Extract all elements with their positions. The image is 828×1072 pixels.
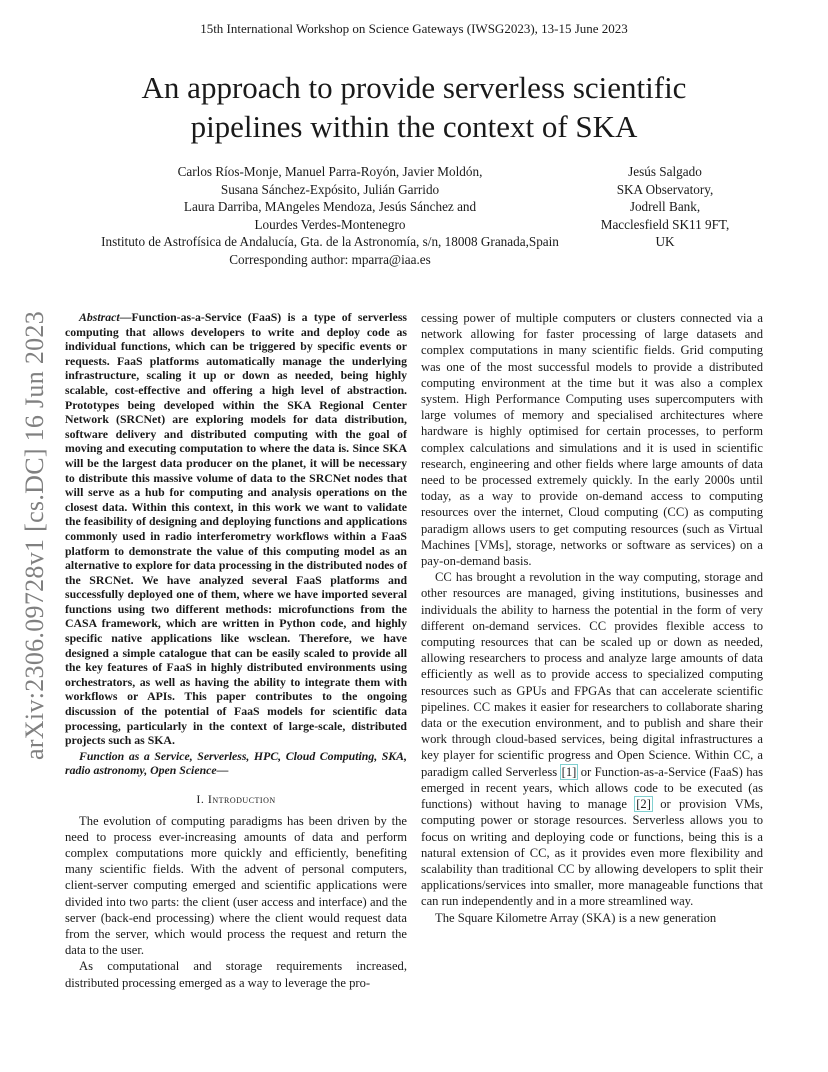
author-block: [70, 163, 590, 269]
second-author-line-3: Macclesfield SK11 9FT,: [600, 216, 730, 232]
body-paragraph-4c: or provision VMs, computing power or storage resources. Serverless allows you to focus on writing and deploying code or functions, being this is a natural extension of CC, as it provides even more flexibility and scalability than traditional CC by allowing developers to split their applications/services into smaller, more manageable functions that can run independently and in a more streamlined way.: [421, 797, 763, 909]
author-line-2: Susana Sánchez-Expósito, Julián Garrido: [220, 181, 440, 197]
body-paragraph-2: As computational and storage requirements increased, distributed processing emerged as a way to leverage the pro-: [65, 959, 407, 990]
abstract-lead: Abstract: [79, 310, 120, 324]
right-column: [421, 310, 763, 926]
citation-link-1[interactable]: [1]: [561, 764, 577, 779]
body-paragraph-4b: or Function-as-a-Service (FaaS) has emerged in recent years, which allows code to be executed (as functions) without having to manage: [421, 764, 764, 812]
body-paragraph-1: The evolution of computing paradigms has been driven by the need to process ever-increasing amounts of data and perform complex computations more quickly and efficiently, benefiting many scientific fields. With the advent of personal computers, client-server computing emerged and scientific applications were divided into two parts: the client (user access and interface) and the server (back-end processing) where the client would request data from the server, which would process the request and return the data to the user.: [65, 813, 407, 958]
body-paragraph-5: The Square Kilometre Array (SKA) is a new generation: [435, 910, 717, 925]
title-line-2: pipelines within the context of SKA: [190, 109, 638, 144]
author-line-1: Carlos Ríos-Monje, Manuel Parra-Royón, Javier Moldón,: [177, 164, 483, 179]
section-numeral: I.: [196, 792, 208, 806]
title-line-1: An approach to provide serverless scientific: [141, 70, 687, 105]
author-line-4: Lourdes Verdes-Montenegro: [254, 216, 406, 232]
left-column: [65, 310, 407, 991]
section-title: Introduction: [207, 792, 276, 806]
corresponding-author: Corresponding author: mparra@iaa.es: [229, 251, 431, 267]
second-author-block: [585, 163, 745, 251]
section-heading-introduction: [65, 792, 407, 807]
index-terms: Function as a Service, Serverless, HPC, Cloud Computing, SKA, radio astronomy, Open Science—: [65, 748, 407, 778]
citation-link-2[interactable]: [2]: [636, 797, 651, 812]
body-paragraph-4a: CC has brought a revolution in the way computing, storage and other resources are managed, giving institutions, businesses and individuals the ability to harness the potential in the form of very different on-demand services. CC provides flexible access to computing resources that can be scaled up or down as needed, allowing researchers to process and analyze large amounts of data efficiently as well as to provide access to specialized computing resources such as GPUs and FPGAs that can accelerate scientific pipelines. CC makes it easier for researchers to collaborate sharing data or the execution environment, and to publish and share their work through cloud-based services, being digital infrastructures a key player for scientific progress and Open Science. Within CC, a paradigm called Serverless: [421, 570, 763, 779]
body-paragraph-3: cessing power of multiple computers or clusters connected via a network allowing for faster processing of large datasets and complex computations in many scientific fields. Grid computing was one of the most successful models to provide a distributed computing environment at the time but it was also a complex system. High Performance Computing uses supercomputers with large volumes of memory and specialised architectures where hardware is highly optimised for certain processes, to perform complex calculations and simulations and it is used in scientific research, engineering and other fields where large amounts of data need to be processed extremely quickly. In the early 2000s until today, as a way to provide on-demand access to computing resources over the internet, Cloud computing (CC) as computing paradigm allows users to get computing resources (such as Virtual Machines [VMs], storage, networks or software as services) on a pay-on-demand basis.: [421, 311, 763, 569]
second-author-line-4: UK: [655, 234, 675, 250]
affiliation: Instituto de Astrofísica de Andalucía, Gta. de la Astronomía, s/n, 18008 Granada,Spain: [101, 234, 559, 250]
abstract-text: —Function-as-a-Service (FaaS) is a type of serverless computing that allows developers to write and deploy code as individual functions, which can be triggered by specific events or requests. FaaS platforms automatically manage the underlying infrastructure, scaling it up or down as needed, being highly scalable, cost-effective and offering a high level of abstraction. Prototypes being developed within the SKA Regional Center Network (SRCNet) are exploring models for data distribution, software delivery and distributed computing with the goal of moving and executing computation to where the data is. Since SKA will be the largest data producer on the planet, it will be necessary to distribute this massive volume of data to the SRCNet nodes that will serve as a hub for computing and analysis operations on the closest data. Within this context, in this work we want to validate the feasibility of designing and deploying functions and applications commonly used in radio interferometry workflows within a FaaS platform to demonstrate the value of this computing model as an alternative to explore for data processing in the distributed nodes of the SRCNet. We have analyzed several FaaS platforms and successfully deployed one of them, where we have imported several functions using two different methods: microfunctions from the CASA framework, which are written in Python code, and highly specific native applications like wsclean. Therefore, we have designed a simple catalogue that can be easily scaled to provide all the key features of FaaS in highly distributed environments using orchestrators, as well as having the ability to integrate them with workflows or APIs. This paper contributes to the ongoing discussion of the potential of FaaS models for scientific data processing, particularly in the context of large-scale, distributed projects such as SKA.: [65, 310, 407, 748]
paper-title: [0, 68, 828, 146]
arxiv-stamp: arXiv:2306.09728v1 [cs.DC] 16 Jun 2023: [20, 310, 49, 760]
second-author-line-1: SKA Observatory,: [616, 181, 714, 197]
second-author-line-2: Jodrell Bank,: [629, 199, 701, 215]
conference-header: 15th International Workshop on Science Gateways (IWSG2023), 13-15 June 2023: [200, 21, 628, 36]
abstract: [65, 310, 407, 748]
body-paragraph-4: [421, 569, 763, 909]
author-line-3: Laura Darriba, MAngeles Mendoza, Jesús Sánchez and: [183, 199, 477, 215]
second-author-name: Jesús Salgado: [628, 164, 702, 179]
